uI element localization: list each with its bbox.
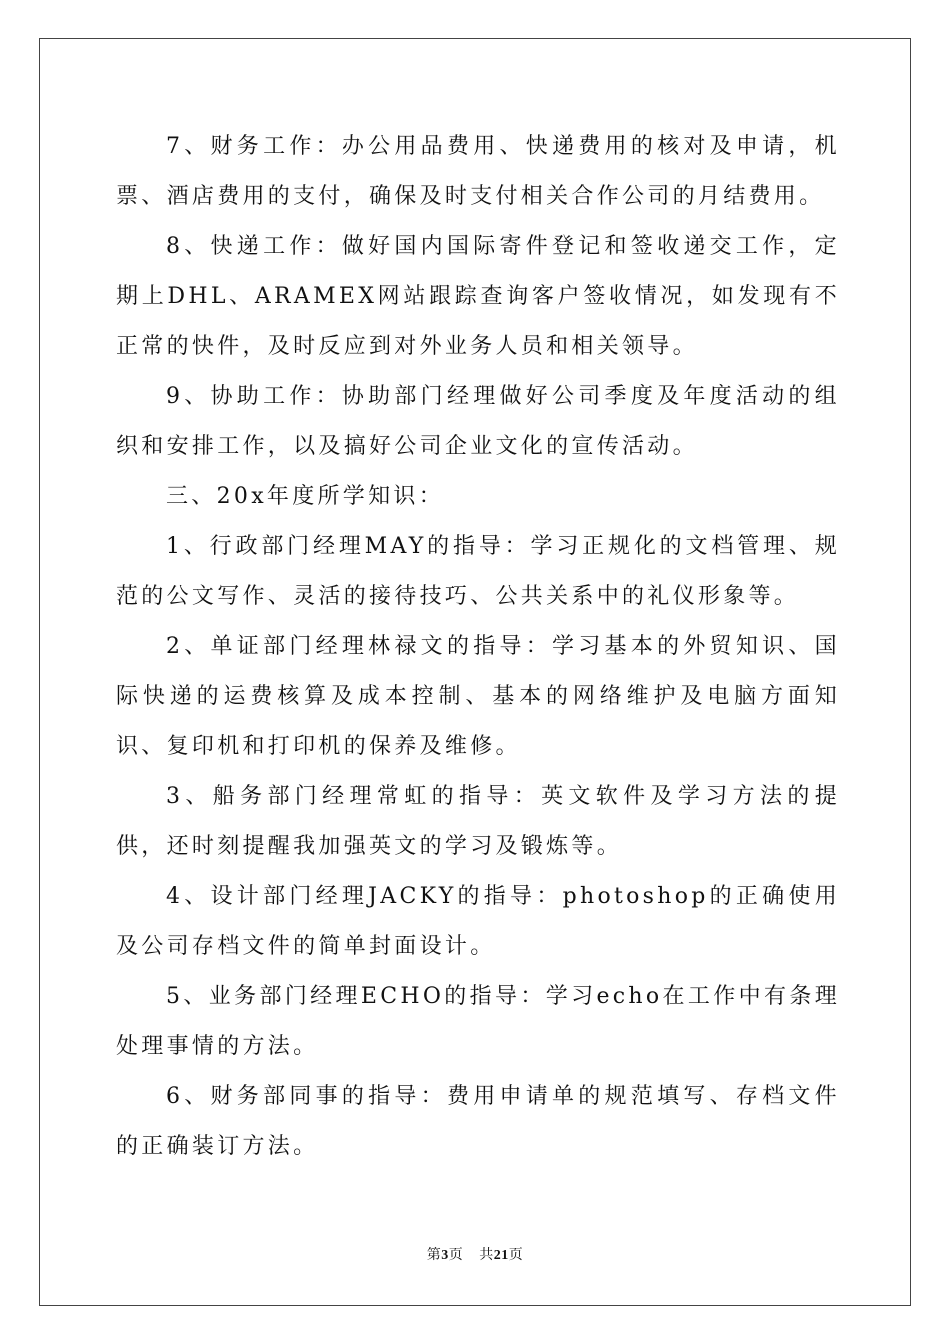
page-number: 第3页 bbox=[426, 1247, 464, 1263]
paragraph-finance-colleague-guidance: 6、财务部同事的指导：费用申请单的规范填写、存档文件的正确装订方法。 bbox=[116, 1084, 840, 1159]
paragraph-admin-guidance: 1、行政部门经理MAY的指导：学习正规化的文档管理、规范的公文写作、灵活的接待技巧、公共关系中的礼仪形象等。 bbox=[116, 534, 840, 609]
paragraph-assist-work: 9、协助工作：协助部门经理做好公司季度及年度活动的组织和安排工作，以及搞好公司企业文化的宣传活动。 bbox=[116, 384, 840, 459]
paragraph-business-guidance: 5、业务部门经理ECHO的指导：学习echo在工作中有条理处理事情的方法。 bbox=[116, 984, 840, 1059]
paragraph-design-guidance: 4、设计部门经理JACKY的指导：photoshop的正确使用及公司存档文件的简单封面设计。 bbox=[116, 884, 840, 959]
paragraph-documents-guidance: 2、单证部门经理林禄文的指导：学习基本的外贸知识、国际快递的运费核算及成本控制、基本的网络维护及电脑方面知识、复印机和打印机的保养及维修。 bbox=[116, 634, 840, 759]
section-heading-knowledge: 三、20x年度所学知识： bbox=[166, 484, 445, 509]
page-total: 共21页 bbox=[479, 1247, 524, 1263]
paragraph-shipping-guidance: 3、船务部门经理常虹的指导：英文软件及学习方法的提供，还时刻提醒我加强英文的学习及锻炼等。 bbox=[116, 784, 840, 859]
page-footer bbox=[0, 1245, 950, 1266]
document-body bbox=[116, 122, 840, 1172]
paragraph-courier-work: 8、快递工作：做好国内国际寄件登记和签收递交工作，定期上DHL、ARAMEX网站跟踪查询客户签收情况，如发现有不正常的快件，及时反应到对外业务人员和相关领导。 bbox=[116, 234, 840, 359]
paragraph-finance-work: 7、财务工作：办公用品费用、快递费用的核对及申请，机票、酒店费用的支付，确保及时支付相关合作公司的月结费用。 bbox=[116, 134, 840, 209]
